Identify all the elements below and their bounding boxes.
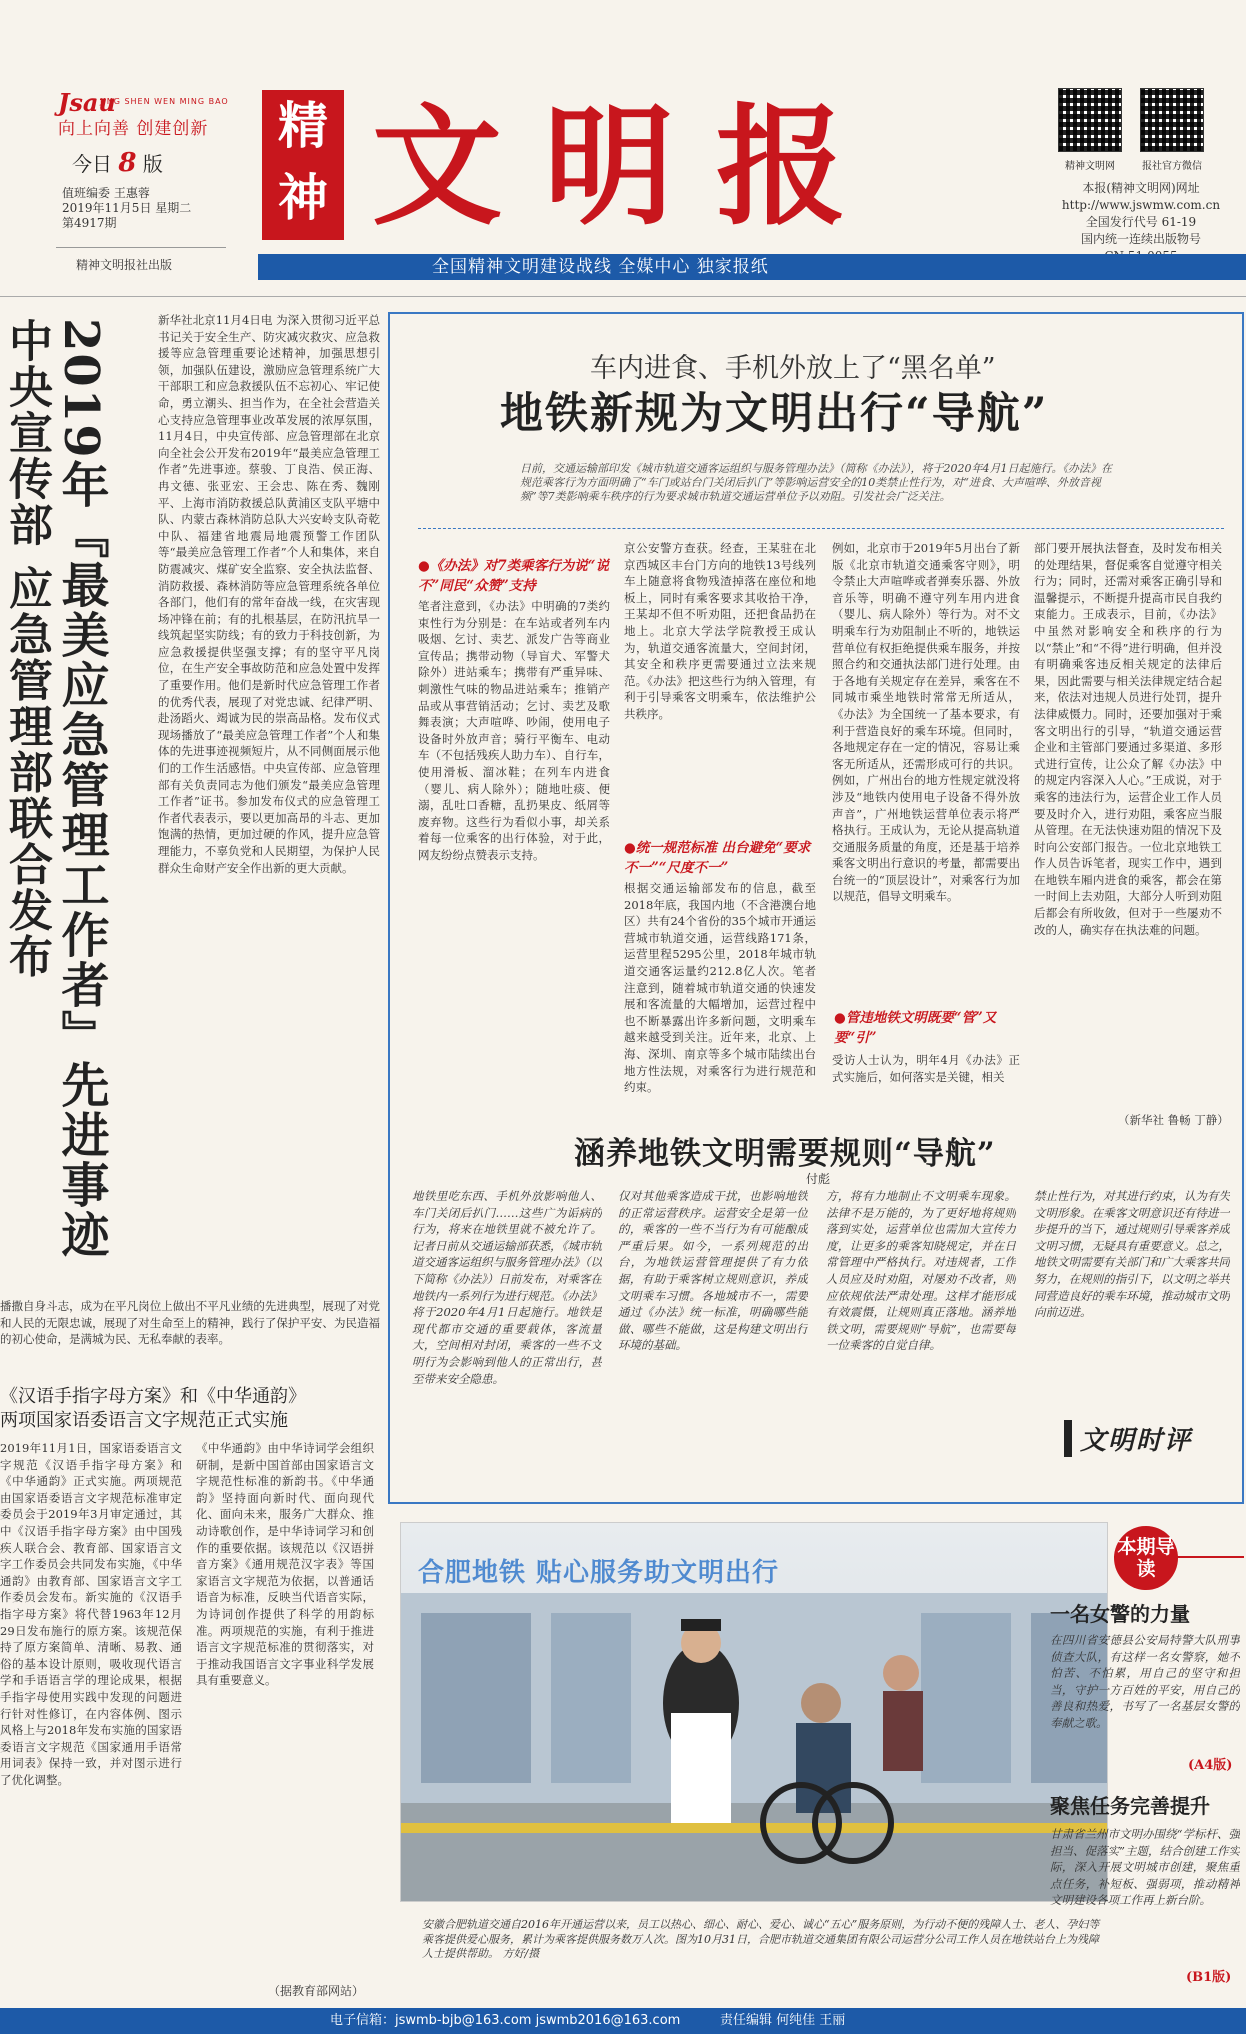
commentary-col-2: 仅对其他乘客造成干扰，也影响地铁的正常运营秩序。运营安全是第一位的，乘客的一些不当行为有可能酿成严重后果。如今，一系列规范的出台，为地铁运营管理提供了有力依据，有助于乘客树立规则意识，养成文明乘车习惯。各地城市不一，需要通过《办法》统一标准，明确哪些能做、哪些不能做，这是构建文明出行环境的基础。	[618, 1189, 808, 1353]
guide-item-2-title[interactable]: 聚焦任务完善提升	[1050, 1794, 1210, 1818]
footer-editors: 责任编辑 何纯佳 王丽	[720, 2013, 846, 2028]
left-story-headline: 2019年『最美应急管理工作者』先进事迹	[53, 318, 109, 1260]
guide-item-1-page[interactable]: (A4版)	[1188, 1758, 1233, 1773]
brand-logo: Jsau	[58, 88, 116, 117]
subway-col-3: 例如，北京市于2019年5月出台了新版《北京市轨道交通乘客守则》，明令禁止大声喧哗或者弹奏乐器、外放音乐等，明确不遵守列车用内进食（婴儿、病人除外）等行为。对不文明乘车行为劝阻制止不听的，地铁运营单位有权拒绝提供乘车服务，并按照合约和交通执法部门进行处理。由于各地有关规定存在差异，乘客在不同城市乘坐地铁时常常无所适从，《办法》为全国统一了基本要求，有利于营造良好的乘车环境。但同时，各地规定存在一定的情况，容易让乘客无所适从，还需形成可行的共识。例如，广州出台的地方性规定就没将涉及“地铁内使用电子设备不得外放声音”，广州地铁运营单位表示将严格执行。王成认为，无论从提高轨道交通服务质量的角度，还是基于培养乘客文明出行意识的考量，都需要出台统一的“顶层设计”，对乘客行为加以规范，倡导文明乘车。	[832, 541, 1020, 904]
guide-item-2-page[interactable]: (B1版)	[1186, 1970, 1232, 1985]
guide-badge: 本期导读	[1114, 1526, 1178, 1590]
website-label: 本报(精神文明网)网址	[1082, 181, 1200, 195]
subway-kicker: 车内进食、手机外放上了“黑名单”	[590, 353, 996, 384]
newspaper-title: 文明报	[372, 90, 889, 243]
subway-credit: （新华社 鲁畅 丁静）	[1118, 1113, 1229, 1127]
edition-info	[62, 186, 191, 231]
language-story-headline-1: 《汉语手指字母方案》和《中华通韵》	[0, 1386, 306, 1407]
footer-email[interactable]: 电子信箱：jswmb-bjb@163.com jswmb2016@163.com	[330, 2013, 681, 2028]
commentary-col-3: 方，将有力地制止不文明乘车现象。法律不是万能的，为了更好地将规则落到实处，运营单位也需加大宣传力度，让更多的乘客知晓规定，并在日常管理中严格执行。对违规者，工作人员应及时劝阻，对屡劝不改者，则应依规依法严肃处理。这样才能形成有效震慑，让规则真正落地。涵养地铁文明，需要规则“导航”，也需要每一位乘客的自觉自律。	[826, 1189, 1016, 1353]
subway-col-4: 部门要开展执法督查，及时发布相关的处理结果，督促乘客自觉遵守相关行为；同时，还需对乘客正确引导和温馨提示，不断提升提高市民自我约束能力。王成表示，目前，《办法》中虽然对影响安全和秩序的行为以“禁止”和“不得”进行明确，但并没有明确乘客违反相关规定的法律后果，因此需要与相关法律规定结合起来，依法对违规人员进行处罚，提升法律威慑力。同时，还要加强对于乘客文明出行的引导，“轨道交通运营企业和主管部门要通过多渠道、多形式进行宣传，让公众了解《办法》中的规定内容深入人心。”王成说，对于乘客的违法行为，运营企业工作人员要及时介入，进行劝阻，乘客应当服从管理。在无法快速劝阻的情况下及时向公安部门报告。一位北京地铁工作人员告诉笔者，现实工作中，遇到在地铁车厢内进食的乘客，都会在第一时间上去劝阻，大部分人听到劝阻后都会有所收敛，但对于一些屡劝不改的人，确实存在执法难的问题。	[1034, 541, 1222, 937]
language-story-credit: （据教育部网站）	[268, 1984, 365, 1998]
photo-title: 合肥地铁 贴心服务助文明出行	[418, 1558, 780, 1588]
language-story-col-2: 《中华通韵》由中华诗词学会组织研制，是新中国首部由国家语言文字规范性标准的新韵书。《中华通韵》坚持面向新时代、面向现代化、面向未来，服务广大群众、推动诗歌创作，是中华诗词学习和创作的重要依据。该规范以《汉语拼音方案》《通用规范汉字表》等国家语言文字规范为依据，以普通话语音为标准，反映当代语音实际，为诗词创作提供了科学的用韵标准。两项规范的实施，有利于推进语言文字规范标准的贯彻落实，对于推动我国语言文字事业科学发展具有重要意义。	[196, 1441, 374, 1688]
subway-col-1: 笔者注意到，《办法》中明确的7类约束性行为分别是：在车站或者列车内吸烟、乞讨、卖艺、派发广告等商业宣传品；携带动物（导盲犬、军警犬除外）进站乘车；携带有严重异味、刺激性气味的物品进站乘车；推销产品或从事营销活动；乞讨、卖艺及歌舞表演；大声喧哗、吵闹，使用电子设备时外放声音；骑行平衡车、电动车（不包括残疾人助力车）、自行车，使用滑板、溜冰鞋；在列车内进食（婴儿、病人除外）；随地吐痰、便溺，乱吐口香糖，乱扔果皮、纸屑等废弃物。这些行为看似小事，却关系着每一位乘客的出行体验，对于此，网友纷纷点赞表示支持。	[418, 599, 610, 862]
photo-caption: 安徽合肥轨道交通自2016年开通运营以来，员工以热心、细心、耐心、爱心、诚心“五心”服务原则，为行动不便的残障人士、老人、孕妇等乘客提供爱心服务，累计为乘客提供服务数万人次。图为10月31日，合肥市轨道交通集团有限公司运营分公司工作人员在地铁站台上为残障人士提供帮助。 方好/摄	[422, 1918, 1100, 1960]
subway-divider	[418, 528, 1224, 529]
distribution-code: 全国发行代号 61-19	[1085, 215, 1197, 229]
publisher: 精神文明报社出版	[76, 258, 173, 272]
today-label: 今日	[72, 152, 112, 176]
issue-number: 第4917期	[62, 216, 117, 230]
commentary-column-tag: 文明时评	[1064, 1420, 1192, 1457]
subway-subhead-2: ●统一规范标准 出台避免“要求不一”“尺度不一”	[624, 840, 811, 876]
guide-item-2-summary: 甘肃省兰州市文明办围绕“学标杆、强担当、促落实”主题，结合创建工作实际，深入开展文明城市创建，聚焦重点任务，补短板、强弱项，推动精神文明建设各项工作再上新台阶。	[1050, 1827, 1240, 1908]
left-story-tail: 播撒自身斗志，成为在平凡岗位上做出不平凡业绩的先进典型，展现了对党和人民的无限忠诚，展现了对生命至上的精神，践行了保护平安、为民造福的初心使命，是满城为民、无私奉献的表率。	[0, 1299, 380, 1347]
guide-item-1-summary: 在四川省安德县公安局特警大队刑事侦查大队，有这样一名女警察，她不怕苦、不怕累，用自己的坚守和担当，守护一方百姓的平安，用自己的善良和热爱，书写了一名基层女警的奉献之歌。	[1050, 1633, 1240, 1730]
issue-date: 2019年11月5日 星期二	[62, 201, 192, 215]
qr2-label: 报社官方微信	[1142, 161, 1202, 172]
masthead	[0, 0, 1246, 300]
brand-subtitle: JING SHEN WEN MING BAO	[100, 97, 229, 106]
subway-headline: 地铁新规为文明出行“导航”	[500, 389, 1049, 439]
qr-code-wechat-icon	[1140, 88, 1204, 152]
commentary-headline: 涵养地铁文明需要规则“导航”	[574, 1136, 996, 1172]
language-story-col-1: 2019年11月1日，国家语委语言文字规范《汉语手指字母方案》和《中华通韵》正式实施。两项规范由国家语委语言文字规范标准审定委员会于2019年3月审定通过，其中《汉语手指字母方案》由中国残疾人联合会、教育部、国家语言文字工作委员会共同发布实施，《中华通韵》由教育部、国家语言文字工作委员会发布。新实施的《汉语手指字母方案》将代替1963年12月29日发布施行的原方案。该规范保持了原方案简单、清晰、易教、通俗的基本设计原则，吸收现代语言学和手语语言学的理论成果，根据手指字母使用实践中发现的问题进行针对性修订，在内容体例、图示风格上与2018年发布实施的国家语委语言文字规范《国家通用手语常用词表》保持一致，并对图示进行了优化调整。	[0, 1441, 182, 1787]
qr1-label: 精神文明网	[1065, 161, 1115, 172]
subway-lead: 日前，交通运输部印发《城市轨道交通客运组织与服务管理办法》（简称《办法》），将于2020年4月1日起施行。《办法》在规范乘客行为方面明确了“车门或站台门关闭后扒门”等影响运营安全的10类禁止性行为，对“进食、大声喧哗、外放音视频”等7类影响乘车秩序的行为要求城市轨道交通运营单位予以劝阻。引发社会广泛关注。	[520, 462, 1112, 503]
footer	[0, 2008, 1246, 2034]
website-url[interactable]: http://www.jswmw.com.cn	[1061, 198, 1221, 212]
serial-label: 国内统一连续出版物号	[1080, 232, 1201, 246]
subway-subhead-1: ●《办法》对7类乘客行为说“说不”同民“众赞”支持	[418, 558, 609, 594]
today-page-count: 8	[118, 148, 137, 178]
subway-col-2b: 根据交通运输部发布的信息，截至2018年底，我国内地（不含港澳台地区）共有24个省份的35个城市开通运营城市轨道交通，运营线路171条，运营里程5295公里，2018年城市轨道交通客运量约212.8亿人次。笔者注意到，随着城市轨道交通的快速发展和客流量的大幅增加，运营过程中也不断暴露出许多新问题，文明乘车越来越受到关注。近年来，北京、上海、深圳、南京等多个城市陆续出台地方性法规，对乘客行为进行规范和约束。	[624, 881, 816, 1095]
masthead-banner: 全国精神文明建设战线 全媒中心 独家报纸	[258, 254, 1246, 280]
guide-item-1-title[interactable]: 一名女警的力量	[1050, 1602, 1190, 1626]
commentary-col-4: 禁止性行为，对其进行约束，认为有失文明形象。在乘客文明意识还有待进一步提升的当下，通过规则引导乘客养成文明习惯，无疑具有重要意义。总之，地铁文明需要有关部门和广大乘客共同努力，在规则的指引下，以文明之举共同营造良好的乘车环境，推动城市文明向前迈进。	[1034, 1189, 1230, 1320]
masthead-info	[1056, 180, 1226, 265]
subway-col-3b: 受访人士认为，明年4月《办法》正式实施后，如何落实是关键，相关	[832, 1053, 1020, 1084]
qr-code-website-icon	[1058, 88, 1122, 152]
commentary-byline: 付彪	[806, 1172, 831, 1186]
language-story-headline-2: 两项国家语委语言文字规范正式实施	[0, 1410, 288, 1431]
slogan: 向上向善 创建创新	[58, 119, 209, 139]
subway-col-2: 京公安警方查获。经查，王某驻在北京西城区丰台门方向的地铁13号线列车上随意将食物残渣掉落在座位和地板上，同时有乘客要求其收拾干净，王某却不但不听劝阻，还把食品扔在地上。北京大学法学院教授王成认为，轨道交通客流量大，空间封闭，其安全和秩序更需要通过立法来规范。《办法》把这些行为纳入管理，有利于引导乘客文明乘车，依法维护公共秩序。	[624, 541, 816, 721]
subway-subhead-3: ●管违地铁文明既要“管”又要“引”	[834, 1010, 997, 1046]
masthead-divider	[56, 247, 226, 248]
masthead-rule	[0, 296, 1246, 297]
today-unit: 版	[142, 152, 163, 176]
today-pages	[72, 148, 163, 178]
title-jingshen: 精神	[262, 90, 344, 240]
left-story-subhead: 中央宣传部 应急管理部联合发布	[1, 318, 52, 980]
duty-editor: 值班编委 王惠蓉	[62, 186, 150, 200]
left-story-body: 新华社北京11月4日电 为深入贯彻习近平总书记关于安全生产、防灾减灾救灾、应急救援等应急管理重要论述精神，加强思想引领，加强队伍建设，激励应急管理系统广大干部职工和应急救援队伍不忘初心、牢记使命，勇立潮头、担当作为，在全社会营造关心支持应急管理事业改革发展的浓厚氛围，11月4日，中央宣传部、应急管理部在北京向全社会公开发布2019年“最美应急管理工作者”先进事迹。蔡骏、丁良浩、侯正海、冉文德、张亚宏、王会忠、陈在秀、魏刚平、上海市消防救援总队黄浦区支队平塘中队、内蒙古森林消防总队大兴安岭支队奇乾中队、福建省地震局地震预警工作团队等“最美应急管理工作者”个人和集体，来自防震减灾、煤矿安全监察、安全执法监督、消防救援、森林消防等应急管理系统各单位各部门，他们有的常年奋战一线，在灾害现场冲锋在前；有的扎根基层，在防汛抗旱一线筑起坚实防线；有的致力于科技创新，为应急救援提供坚强支撑；有的坚守平凡岗位，在生产安全事故防范和应急处置中发挥了重要作用。他们是新时代应急管理工作者的优秀代表，展现了对党忠诚、纪律严明、赴汤蹈火、竭诚为民的崇高品格。发布仪式现场播放了“最美应急管理工作者”个人和集体的先进事迹视频短片，从不同侧面展示他们的工作生活感悟。中央宣传部、应急管理部有关负责同志为他们颁发“最美应急管理工作者”证书。参加发布仪式的应急管理工作者代表表示，要以更加高昂的斗志、更加饱满的热情，更加过硬的作风，提升应急管理能力，不辜负党和人民期望，为保护人民群众生命财产安全作出新的更大贡献。	[158, 313, 380, 875]
commentary-col-1: 地铁里吃东西、手机外放影响他人、车门关闭后扒门……这些广为诟病的行为，将来在地铁里就不被允许了。记者日前从交通运输部获悉，《城市轨道交通客运组织与服务管理办法》（以下简称《办法》）日前发布，对乘客在地铁内一系列行为进行规范。《办法》将于2020年4月1日起施行。地铁是现代都市交通的重要载体，客流量大，空间相对封闭，乘客的一些不文明行为会影响到他人的正常出行，甚至带来安全隐患。	[412, 1189, 602, 1386]
